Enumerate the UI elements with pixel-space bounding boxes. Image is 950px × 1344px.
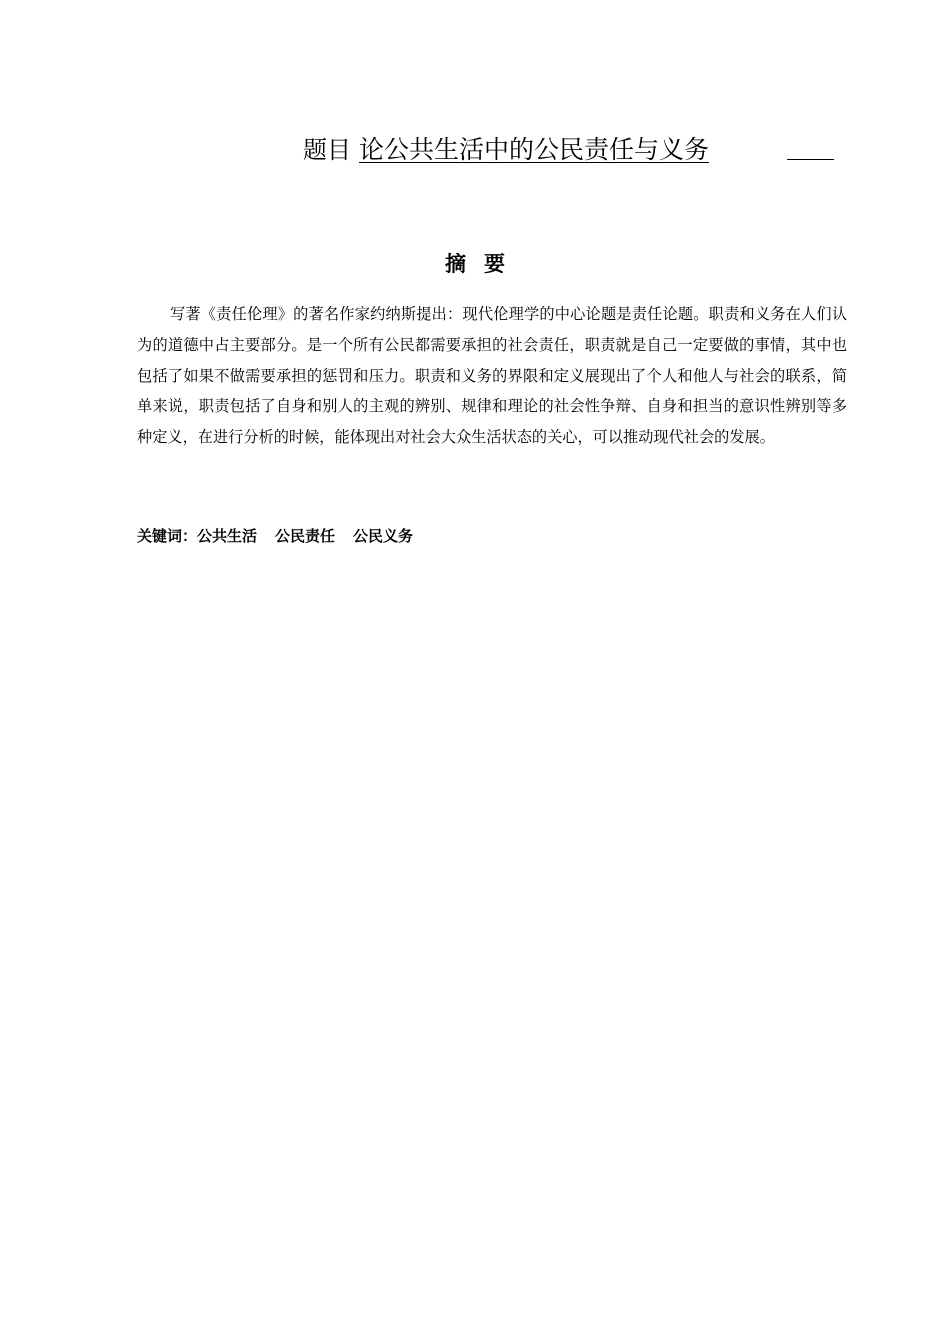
keyword-item: 公民义务 bbox=[353, 527, 414, 545]
paper-title: 论公共生活中的公民责任与义务 bbox=[359, 135, 710, 164]
keywords-line bbox=[137, 522, 847, 550]
title-underline-blank bbox=[787, 159, 834, 160]
keywords-label: 关键词： bbox=[137, 527, 198, 545]
abstract-body: 写著《责任伦理》的著名作家约纳斯提出：现代伦理学的中心论题是责任论题。职责和义务在人们认为的道德中占主要部分。是一个所有公民都需要承担的社会责任，职责就是自己一定要做的事情，其中也包括了如果不做需要承担的惩罚和压力。职责和义务的界限和定义展现出了个人和他人与社会的联系，简单来说，职责包括了自身和别人的主观的辨别、规律和理论的社会性争辩、自身和担当的意识性辨别等多种定义，在进行分析的时候，能体现出对社会大众生活状态的关心，可以推动现代社会的发展。 bbox=[137, 305, 847, 447]
title-label: 题目 bbox=[303, 136, 351, 164]
keyword-item: 公民责任 bbox=[275, 527, 336, 545]
title-line bbox=[303, 132, 709, 168]
keyword-item: 公共生活 bbox=[197, 527, 258, 545]
abstract-heading: 摘要 bbox=[445, 252, 523, 276]
